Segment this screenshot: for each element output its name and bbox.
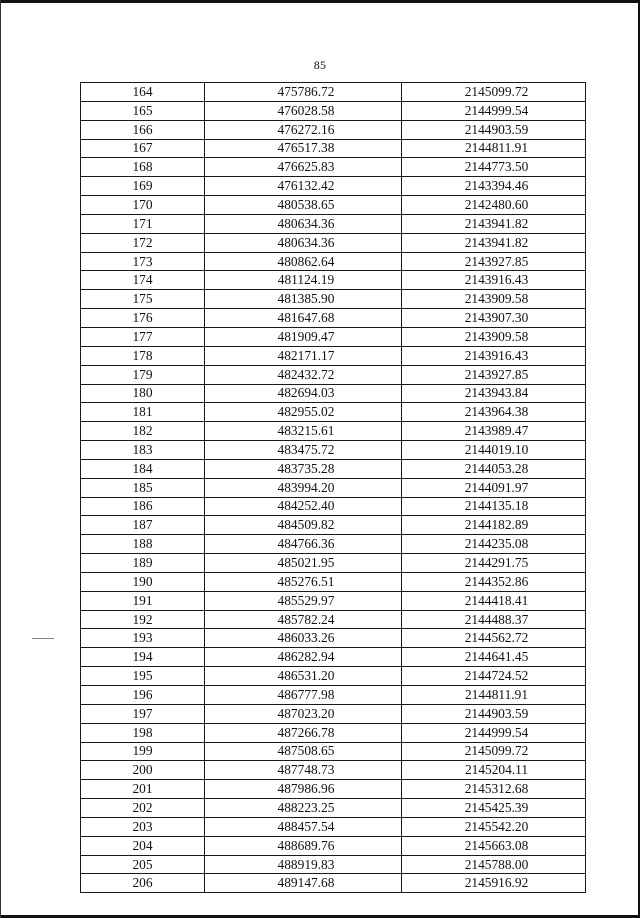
- y-coordinate-cell: 2143909.58: [402, 327, 586, 346]
- point-number-cell: 184: [81, 459, 205, 478]
- y-coordinate-cell: 2144135.18: [402, 497, 586, 516]
- x-coordinate-cell: 486033.26: [205, 629, 402, 648]
- y-coordinate-cell: 2143941.82: [402, 214, 586, 233]
- table-row: [81, 196, 586, 215]
- y-coordinate-cell: 2144773.50: [402, 158, 586, 177]
- point-number-cell: 167: [81, 139, 205, 158]
- x-coordinate-cell: 481647.68: [205, 309, 402, 328]
- y-coordinate-cell: 2145788.00: [402, 855, 586, 874]
- point-number-cell: 190: [81, 572, 205, 591]
- table-row: [81, 572, 586, 591]
- y-coordinate-cell: 2143941.82: [402, 233, 586, 252]
- x-coordinate-cell: 487508.65: [205, 742, 402, 761]
- point-number-cell: 182: [81, 422, 205, 441]
- table-row: [81, 271, 586, 290]
- x-coordinate-cell: 476625.83: [205, 158, 402, 177]
- point-number-cell: 166: [81, 120, 205, 139]
- table-row: [81, 704, 586, 723]
- point-number-cell: 185: [81, 478, 205, 497]
- x-coordinate-cell: 476132.42: [205, 177, 402, 196]
- x-coordinate-cell: 482432.72: [205, 365, 402, 384]
- x-coordinate-cell: 487266.78: [205, 723, 402, 742]
- x-coordinate-cell: 488919.83: [205, 855, 402, 874]
- x-coordinate-cell: 487023.20: [205, 704, 402, 723]
- point-number-cell: 196: [81, 686, 205, 705]
- y-coordinate-cell: 2145425.39: [402, 799, 586, 818]
- y-coordinate-cell: 2144811.91: [402, 139, 586, 158]
- point-number-cell: 170: [81, 196, 205, 215]
- point-number-cell: 199: [81, 742, 205, 761]
- point-number-cell: 177: [81, 327, 205, 346]
- point-number-cell: 193: [81, 629, 205, 648]
- table-row: [81, 120, 586, 139]
- x-coordinate-cell: 480634.36: [205, 233, 402, 252]
- y-coordinate-cell: 2145099.72: [402, 83, 586, 102]
- y-coordinate-cell: 2143943.84: [402, 384, 586, 403]
- table-row: [81, 855, 586, 874]
- x-coordinate-cell: 486531.20: [205, 667, 402, 686]
- y-coordinate-cell: 2144641.45: [402, 648, 586, 667]
- y-coordinate-cell: 2144091.97: [402, 478, 586, 497]
- table-row: [81, 629, 586, 648]
- x-coordinate-cell: 475786.72: [205, 83, 402, 102]
- x-coordinate-cell: 484252.40: [205, 497, 402, 516]
- y-coordinate-cell: 2144053.28: [402, 459, 586, 478]
- table-row: [81, 497, 586, 516]
- table-row: [81, 591, 586, 610]
- y-coordinate-cell: 2143927.85: [402, 365, 586, 384]
- x-coordinate-cell: 480634.36: [205, 214, 402, 233]
- x-coordinate-cell: 488689.76: [205, 836, 402, 855]
- y-coordinate-cell: 2144724.52: [402, 667, 586, 686]
- point-number-cell: 169: [81, 177, 205, 196]
- y-coordinate-cell: 2143909.58: [402, 290, 586, 309]
- point-number-cell: 174: [81, 271, 205, 290]
- x-coordinate-cell: 482694.03: [205, 384, 402, 403]
- margin-mark: [32, 638, 54, 639]
- x-coordinate-cell: 476272.16: [205, 120, 402, 139]
- table-row: [81, 290, 586, 309]
- x-coordinate-cell: 485782.24: [205, 610, 402, 629]
- point-number-cell: 195: [81, 667, 205, 686]
- point-number-cell: 172: [81, 233, 205, 252]
- y-coordinate-cell: 2143989.47: [402, 422, 586, 441]
- table-row: [81, 648, 586, 667]
- x-coordinate-cell: 476517.38: [205, 139, 402, 158]
- point-number-cell: 178: [81, 346, 205, 365]
- page-number: 85: [313, 58, 327, 72]
- table-row: [81, 478, 586, 497]
- x-coordinate-cell: 483475.72: [205, 441, 402, 460]
- table-row: [81, 309, 586, 328]
- y-coordinate-cell: 2144903.59: [402, 120, 586, 139]
- table-row: [81, 177, 586, 196]
- x-coordinate-cell: 487748.73: [205, 761, 402, 780]
- y-coordinate-cell: 2145916.92: [402, 874, 586, 893]
- point-number-cell: 189: [81, 554, 205, 573]
- table-row: [81, 817, 586, 836]
- y-coordinate-cell: 2144182.89: [402, 516, 586, 535]
- x-coordinate-cell: 489147.68: [205, 874, 402, 893]
- y-coordinate-cell: 2144488.37: [402, 610, 586, 629]
- table-row: [81, 403, 586, 422]
- x-coordinate-cell: 481385.90: [205, 290, 402, 309]
- x-coordinate-cell: 483994.20: [205, 478, 402, 497]
- table-row: [81, 554, 586, 573]
- table-row: [81, 723, 586, 742]
- y-coordinate-cell: 2144352.86: [402, 572, 586, 591]
- table-row: [81, 139, 586, 158]
- y-coordinate-cell: 2143394.46: [402, 177, 586, 196]
- y-coordinate-cell: 2143964.38: [402, 403, 586, 422]
- point-number-cell: 175: [81, 290, 205, 309]
- point-number-cell: 176: [81, 309, 205, 328]
- point-number-cell: 192: [81, 610, 205, 629]
- table-row: [81, 535, 586, 554]
- table-row: [81, 233, 586, 252]
- table-row: [81, 101, 586, 120]
- x-coordinate-cell: 480862.64: [205, 252, 402, 271]
- table-row: [81, 252, 586, 271]
- point-number-cell: 200: [81, 761, 205, 780]
- point-number-cell: 188: [81, 535, 205, 554]
- point-number-cell: 187: [81, 516, 205, 535]
- y-coordinate-cell: 2143907.30: [402, 309, 586, 328]
- table-row: [81, 365, 586, 384]
- table-row: [81, 422, 586, 441]
- point-number-cell: 181: [81, 403, 205, 422]
- x-coordinate-cell: 482955.02: [205, 403, 402, 422]
- table-row: [81, 158, 586, 177]
- x-coordinate-cell: 483735.28: [205, 459, 402, 478]
- point-number-cell: 197: [81, 704, 205, 723]
- point-number-cell: 164: [81, 83, 205, 102]
- table-row: [81, 799, 586, 818]
- table-row: [81, 686, 586, 705]
- y-coordinate-cell: 2143927.85: [402, 252, 586, 271]
- point-number-cell: 202: [81, 799, 205, 818]
- table-row: [81, 327, 586, 346]
- table-row: [81, 83, 586, 102]
- point-number-cell: 203: [81, 817, 205, 836]
- point-number-cell: 171: [81, 214, 205, 233]
- point-number-cell: 165: [81, 101, 205, 120]
- x-coordinate-cell: 481124.19: [205, 271, 402, 290]
- table-row: [81, 780, 586, 799]
- x-coordinate-cell: 482171.17: [205, 346, 402, 365]
- coordinates-table: [80, 82, 586, 893]
- table-row: [81, 516, 586, 535]
- point-number-cell: 204: [81, 836, 205, 855]
- x-coordinate-cell: 485276.51: [205, 572, 402, 591]
- y-coordinate-cell: 2144999.54: [402, 101, 586, 120]
- point-number-cell: 198: [81, 723, 205, 742]
- y-coordinate-cell: 2144235.08: [402, 535, 586, 554]
- x-coordinate-cell: 484509.82: [205, 516, 402, 535]
- y-coordinate-cell: 2144811.91: [402, 686, 586, 705]
- scan-border-top: [0, 0, 640, 3]
- table-row: [81, 441, 586, 460]
- y-coordinate-cell: 2145663.08: [402, 836, 586, 855]
- y-coordinate-cell: 2145099.72: [402, 742, 586, 761]
- table-row: [81, 761, 586, 780]
- point-number-cell: 194: [81, 648, 205, 667]
- y-coordinate-cell: 2145312.68: [402, 780, 586, 799]
- x-coordinate-cell: 488457.54: [205, 817, 402, 836]
- table-row: [81, 384, 586, 403]
- y-coordinate-cell: 2145204.11: [402, 761, 586, 780]
- y-coordinate-cell: 2144019.10: [402, 441, 586, 460]
- y-coordinate-cell: 2145542.20: [402, 817, 586, 836]
- point-number-cell: 191: [81, 591, 205, 610]
- coordinates-table-body: [81, 83, 586, 893]
- table-row: [81, 667, 586, 686]
- table-row: [81, 459, 586, 478]
- x-coordinate-cell: 480538.65: [205, 196, 402, 215]
- scan-border-left: [0, 0, 1, 918]
- y-coordinate-cell: 2144562.72: [402, 629, 586, 648]
- point-number-cell: 173: [81, 252, 205, 271]
- x-coordinate-cell: 485021.95: [205, 554, 402, 573]
- point-number-cell: 180: [81, 384, 205, 403]
- point-number-cell: 183: [81, 441, 205, 460]
- y-coordinate-cell: 2144418.41: [402, 591, 586, 610]
- x-coordinate-cell: 486777.98: [205, 686, 402, 705]
- table-row: [81, 742, 586, 761]
- x-coordinate-cell: 485529.97: [205, 591, 402, 610]
- y-coordinate-cell: 2144903.59: [402, 704, 586, 723]
- table-row: [81, 874, 586, 893]
- x-coordinate-cell: 486282.94: [205, 648, 402, 667]
- point-number-cell: 179: [81, 365, 205, 384]
- y-coordinate-cell: 2144291.75: [402, 554, 586, 573]
- point-number-cell: 201: [81, 780, 205, 799]
- point-number-cell: 206: [81, 874, 205, 893]
- y-coordinate-cell: 2143916.43: [402, 271, 586, 290]
- x-coordinate-cell: 483215.61: [205, 422, 402, 441]
- point-number-cell: 168: [81, 158, 205, 177]
- table-row: [81, 836, 586, 855]
- table-row: [81, 610, 586, 629]
- point-number-cell: 205: [81, 855, 205, 874]
- point-number-cell: 186: [81, 497, 205, 516]
- x-coordinate-cell: 476028.58: [205, 101, 402, 120]
- y-coordinate-cell: 2143916.43: [402, 346, 586, 365]
- table-row: [81, 214, 586, 233]
- table-row: [81, 346, 586, 365]
- x-coordinate-cell: 488223.25: [205, 799, 402, 818]
- y-coordinate-cell: 2142480.60: [402, 196, 586, 215]
- x-coordinate-cell: 484766.36: [205, 535, 402, 554]
- x-coordinate-cell: 481909.47: [205, 327, 402, 346]
- y-coordinate-cell: 2144999.54: [402, 723, 586, 742]
- x-coordinate-cell: 487986.96: [205, 780, 402, 799]
